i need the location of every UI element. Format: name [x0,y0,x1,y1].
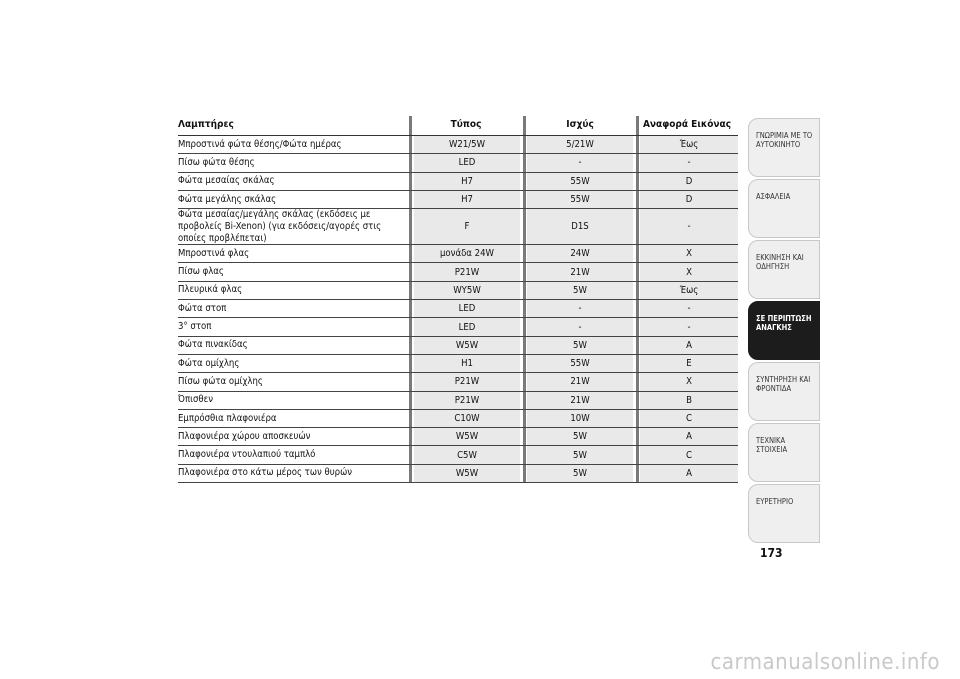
column-separator [409,282,412,299]
bulb-power-cell: 5W [527,428,633,445]
figure-ref-cell: - [640,318,738,335]
figure-ref-cell: B [640,392,738,409]
bulb-name-cell: 3° στοπ [178,321,212,333]
bulb-type-cell: H7 [414,191,520,208]
column-separator [523,465,526,482]
bulb-name-cell: Φώτα στοπ [178,302,227,314]
column-separator [636,373,639,390]
figure-ref-cell: - [640,154,738,171]
column-separator [523,154,526,171]
table-row [178,355,738,373]
bulb-type-cell: LED [414,154,520,171]
bulb-power-cell: 5W [527,337,633,354]
table-row [178,428,738,446]
column-separator [523,245,526,262]
bulb-name-cell: Φώτα μεγάλης σκάλας [178,193,277,205]
column-separator [409,154,412,171]
bulb-power-cell: 5W [527,282,633,299]
bulb-power-cell: 55W [527,173,633,190]
table-row [178,245,738,263]
column-separator [409,355,412,372]
bulb-type-cell: W21/5W [414,136,520,153]
bulb-name-cell: Φώτα μεσαίας σκάλας [178,175,275,187]
bulb-power-cell: D1S [527,209,633,244]
column-separator [409,209,412,244]
bulb-name-cell: Εμπρόσθια πλαφονιέρα [178,412,277,424]
table-row [178,337,738,355]
header-bulbs: Λαμπτήρες [178,119,234,130]
column-separator [636,191,639,208]
watermark: carmanualsonline.info [710,650,940,675]
chapter-tab[interactable]: ΑΣΦΑΛΕΙΑ [748,179,820,238]
column-separator [636,154,639,171]
table-row [178,300,738,318]
table-row [178,446,738,464]
header-power: Ισχύς [566,119,594,130]
bulb-type-cell: C10W [414,410,520,427]
bulb-type-cell: P21W [414,392,520,409]
bulb-type-cell: W5W [414,428,520,445]
column-separator [409,410,412,427]
column-separator [409,136,412,153]
column-separator [523,263,526,280]
column-separator [523,392,526,409]
figure-ref-cell: C [640,446,738,463]
bulb-power-cell: 21W [527,392,633,409]
table-row [178,373,738,391]
column-separator [636,282,639,299]
bulb-power-cell: 24W [527,245,633,262]
figure-ref-cell: X [640,245,738,262]
figure-ref-cell: Έως [640,282,738,299]
table-row [178,465,738,483]
column-separator [523,337,526,354]
bulb-type-cell: C5W [414,446,520,463]
column-separator [636,300,639,317]
table-row [178,154,738,172]
column-separator [636,465,639,482]
chapter-tab[interactable]: ΣΕ ΠΕΡΙΠΤΩΣΗ ΑΝΑΓΚΗΣ [748,301,820,360]
bulb-type-cell: P21W [414,373,520,390]
column-separator [409,245,412,262]
bulb-power-cell: 5/21W [527,136,633,153]
column-separator [523,209,526,244]
column-separator [409,300,412,317]
column-separator [409,337,412,354]
bulb-power-cell: 55W [527,191,633,208]
bulb-name-cell: Πλαφονιέρα ντουλαπιού ταμπλό [178,449,316,461]
table-row [178,173,738,191]
bulb-name-cell: Πλευρικά φλας [178,284,243,296]
figure-ref-cell: A [640,428,738,445]
chapter-tab[interactable]: ΤΕΧΝΙΚΑ ΣΤΟΙΧΕΙΑ [748,423,820,482]
bulb-name-cell: Πίσω φώτα ομίχλης [178,375,263,387]
header-type: Τύπος [450,119,482,130]
column-separator [636,428,639,445]
column-separator [636,245,639,262]
table-row [178,282,738,300]
column-separator [523,373,526,390]
header-figure-ref: Αναφορά Εικόνας [642,119,732,130]
bulb-name-cell: Φώτα μεσαίας/μεγάλης σκάλας (εκδόσεις με προβολείς Bi-Xenon) (για εκδόσεις/αγορές στις οποίες προβλέπεται) [178,208,382,244]
bulb-name-cell: Πλαφονιέρα στο κάτω μέρος των θυρών [178,467,352,479]
column-separator [636,337,639,354]
figure-ref-cell: - [640,300,738,317]
figure-ref-cell: D [640,173,738,190]
bulb-power-cell: 21W [527,373,633,390]
bulb-type-cell: P21W [414,263,520,280]
column-separator [409,373,412,390]
bulb-power-cell: 21W [527,263,633,280]
bulb-power-cell: 5W [527,465,633,482]
figure-ref-cell: - [640,209,738,244]
chapter-tab[interactable]: ΓΝΩΡΙΜΙΑ ΜΕ ΤΟ ΑΥΤΟΚΙΝΗΤΟ [748,118,820,177]
page-number: 173 [760,546,783,560]
table-row [178,410,738,428]
column-separator [523,173,526,190]
bulb-power-cell: - [527,154,633,171]
column-separator [636,136,639,153]
table-row [178,318,738,336]
table-row [178,392,738,410]
figure-ref-cell: A [640,337,738,354]
bulb-name-cell: Μπροστινά φώτα θέσης/Φώτα ημέρας [178,138,342,150]
table-row [178,191,738,209]
chapter-tab[interactable]: ΕΥΡΕΤΗΡΙΟ [748,484,820,543]
table-header [178,116,738,136]
bulb-power-cell: - [527,300,633,317]
column-separator [636,410,639,427]
figure-ref-cell: X [640,263,738,280]
bulb-name-cell: Πλαφονιέρα χώρου αποσκευών [178,430,311,442]
bulb-name-cell: Πίσω φώτα θέσης [178,156,255,168]
bulb-power-cell: 55W [527,355,633,372]
bulb-power-cell: - [527,318,633,335]
column-separator [409,428,412,445]
bulb-type-cell: WY5W [414,282,520,299]
figure-ref-cell: C [640,410,738,427]
column-separator [523,191,526,208]
column-separator [409,465,412,482]
bulb-type-cell: F [414,209,520,244]
chapter-tabs [748,118,820,545]
column-separator [523,300,526,317]
column-separator [523,355,526,372]
column-separator [636,392,639,409]
column-separator [636,263,639,280]
column-separator [409,173,412,190]
bulb-name-cell: Πίσω φλας [178,266,224,278]
figure-ref-cell: Έως [640,136,738,153]
column-separator [636,318,639,335]
bulb-type-cell: LED [414,300,520,317]
bulb-type-cell: LED [414,318,520,335]
column-separator [409,446,412,463]
column-separator [636,173,639,190]
bulb-type-cell: μονάδα 24W [414,245,520,262]
column-separator [409,318,412,335]
chapter-tab[interactable]: ΕΚΚΙΝΗΣΗ ΚΑΙ ΟΔΗΓΗΣΗ [748,240,820,299]
table-row [178,136,738,154]
column-separator [409,263,412,280]
figure-ref-cell: E [640,355,738,372]
figure-ref-cell: A [640,465,738,482]
bulb-table [178,116,738,483]
column-separator [523,282,526,299]
bulb-name-cell: Φώτα ομίχλης [178,357,240,369]
column-separator [409,392,412,409]
bulb-name-cell: Όπισθεν [178,394,214,406]
figure-ref-cell: X [640,373,738,390]
bulb-type-cell: H1 [414,355,520,372]
column-separator [636,209,639,244]
column-separator [523,410,526,427]
column-separator [523,136,526,153]
table-row [178,263,738,281]
column-separator [636,446,639,463]
chapter-tab[interactable]: ΣΥΝΤΗΡΗΣΗ ΚΑΙ ΦΡΟΝΤΙΔΑ [748,362,820,421]
bulb-power-cell: 10W [527,410,633,427]
bulb-type-cell: W5W [414,465,520,482]
table-row [178,209,738,245]
bulb-type-cell: W5W [414,337,520,354]
column-separator [523,428,526,445]
column-separator [409,191,412,208]
column-separator [523,446,526,463]
bulb-name-cell: Μπροστινά φλας [178,247,250,259]
bulb-power-cell: 5W [527,446,633,463]
column-separator [636,355,639,372]
figure-ref-cell: D [640,191,738,208]
column-separator [523,318,526,335]
table-body [178,136,738,483]
bulb-name-cell: Φώτα πινακίδας [178,339,248,351]
bulb-type-cell: H7 [414,173,520,190]
